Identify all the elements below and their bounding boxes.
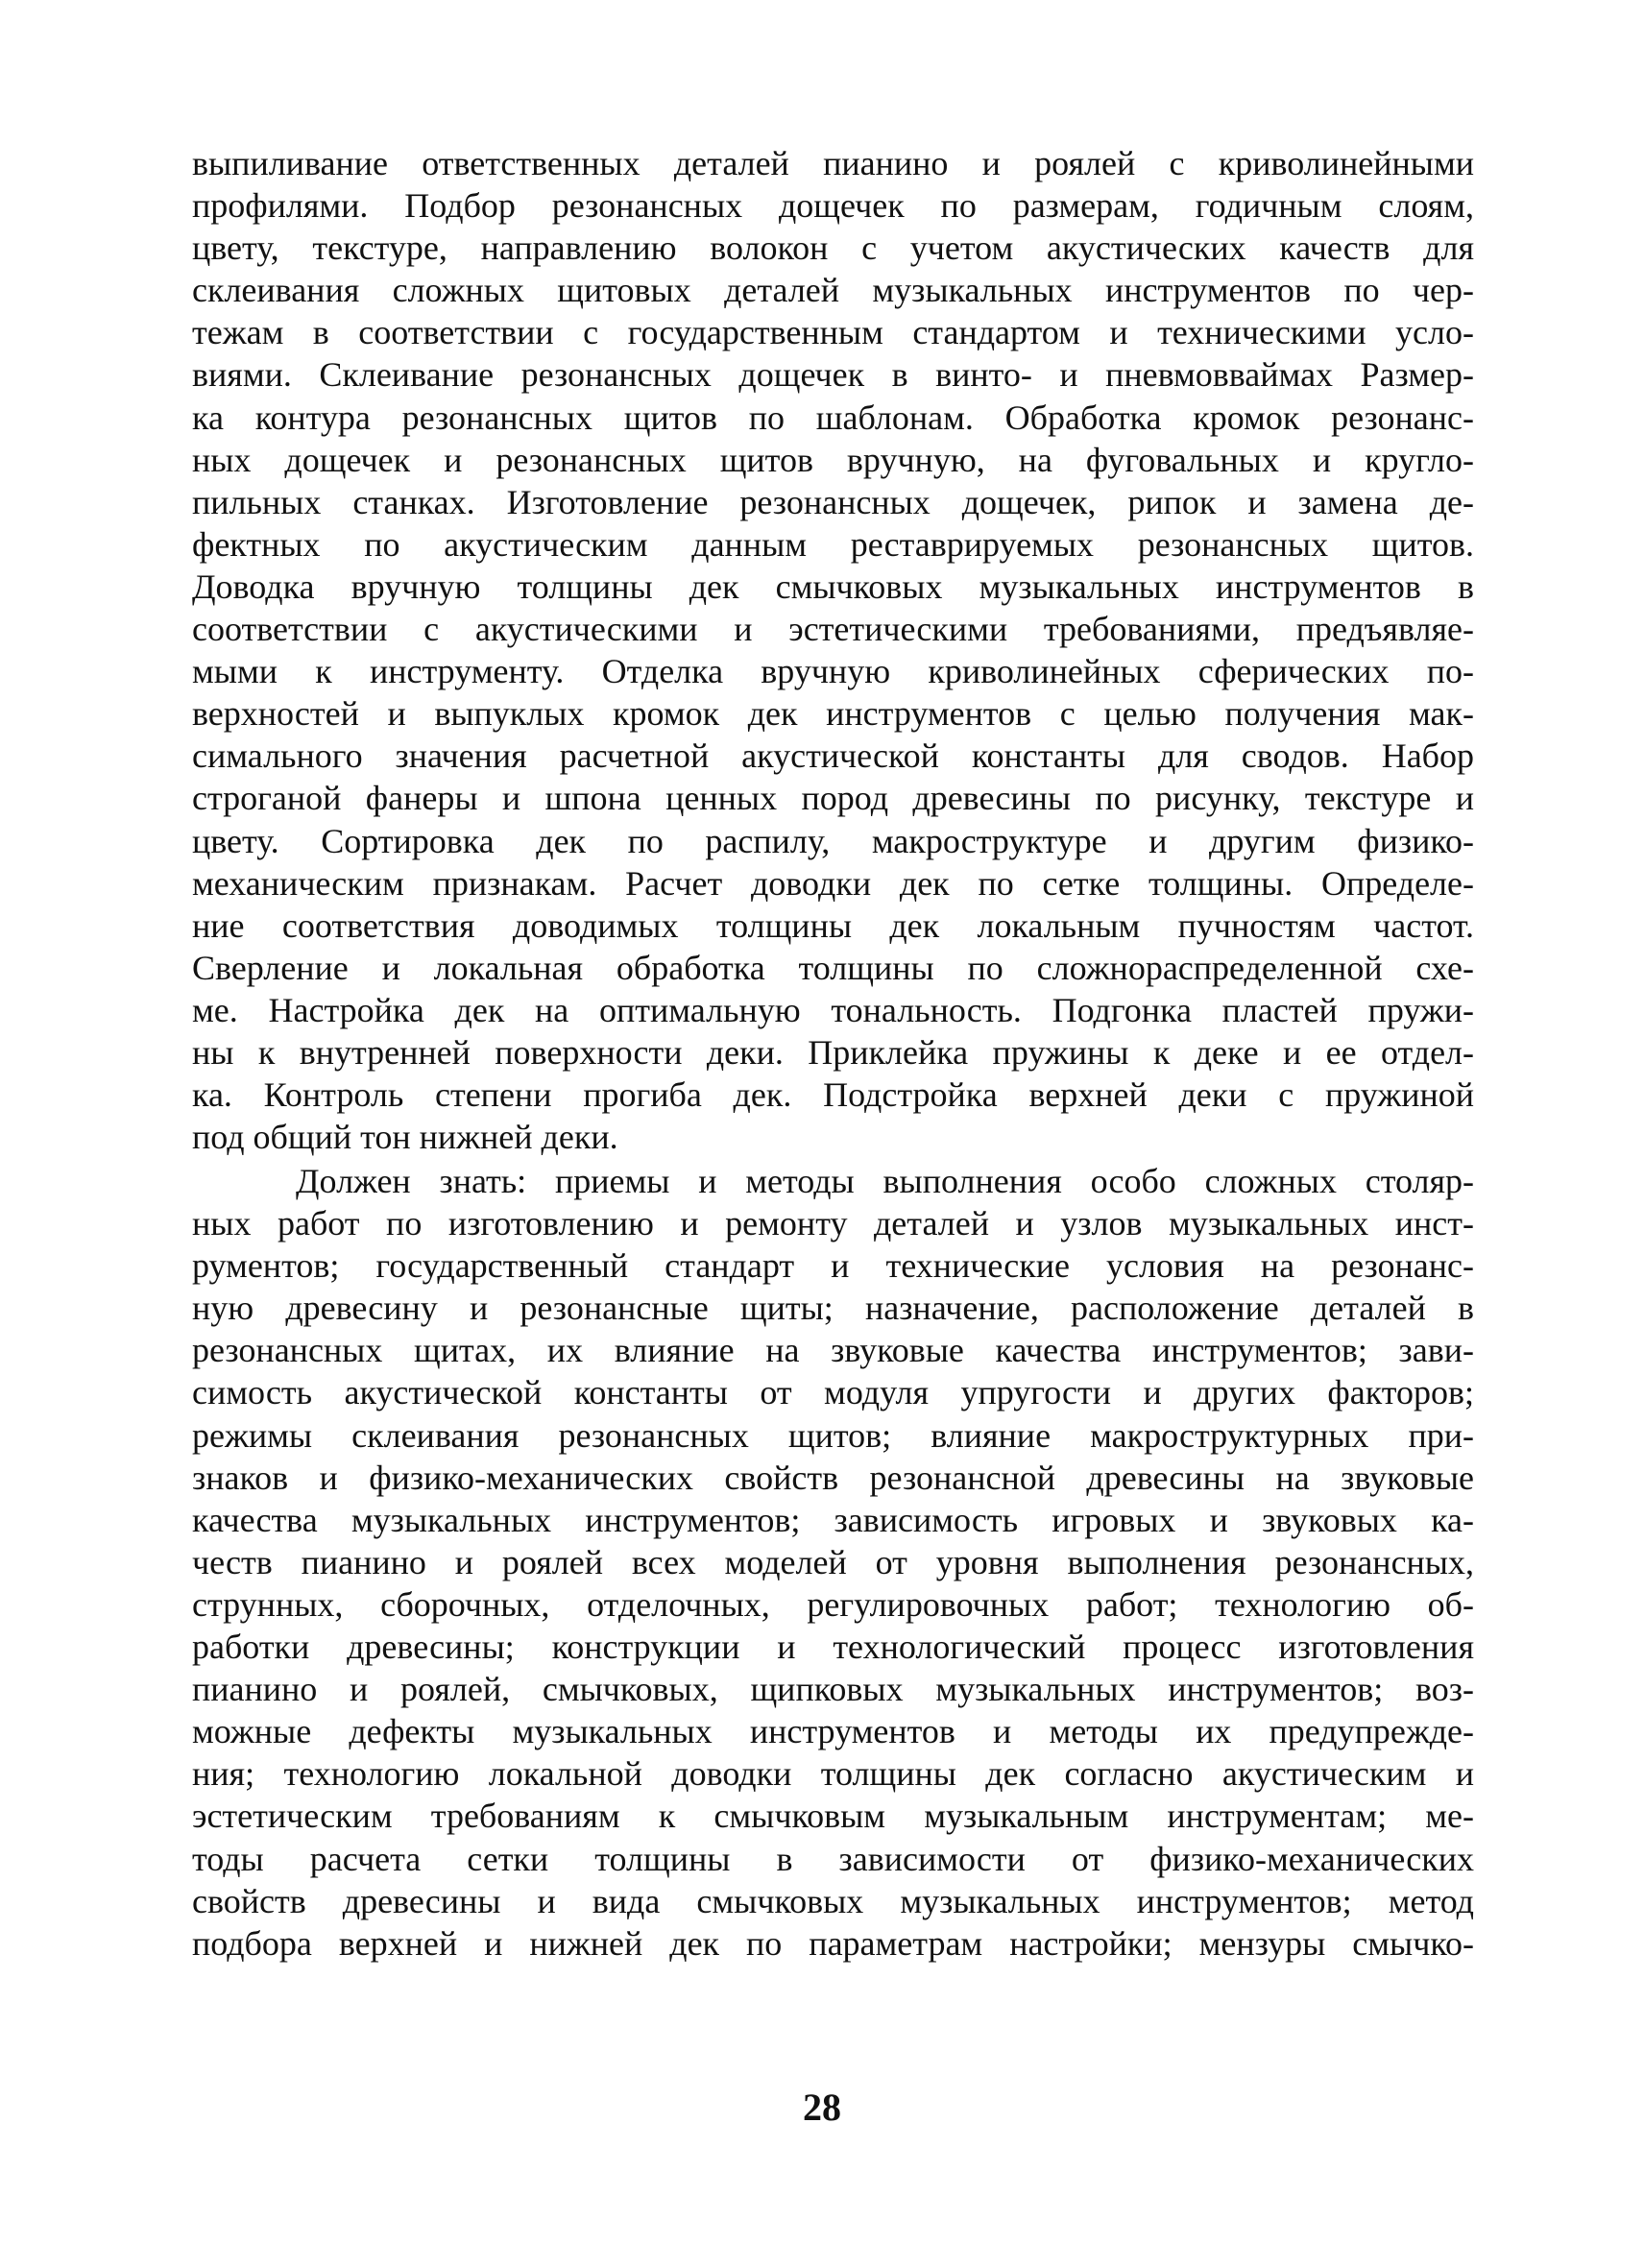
text-line: виями. Склеивание резонансных дощечек в винто- и пневмовваймах Размер- — [192, 355, 1474, 395]
text-line: тежам в соответствии с государственным стандартом и техническими усло- — [192, 313, 1474, 352]
text-line: цвету. Сортировка дек по распилу, макроструктуре и другим физико- — [192, 821, 1474, 860]
text-line: подбора верхней и нижней дек по параметрам настройки; мензуры смычко- — [192, 1923, 1474, 1963]
text-line: мыми к инструменту. Отделка вручную криволинейных сферических по- — [192, 652, 1474, 691]
text-line: ния; технологию локальной доводки толщины дек согласно акустическим и — [192, 1754, 1474, 1794]
text-line: Должен знать: приемы и методы выполнения особо сложных столяр- — [296, 1162, 1474, 1200]
text-line: честв пианино и роялей всех моделей от уровня выполнения резонансных, — [192, 1542, 1474, 1581]
text-line: ка контура резонансных щитов по шаблонам. Обработка кромок резонанс- — [192, 398, 1474, 437]
text-line: ние соответствия доводимых толщины дек локальным пучностям частот. — [192, 905, 1474, 945]
text-line: пианино и роялей, смычковых, щипковых музыкальных инструментов; воз- — [192, 1670, 1474, 1709]
text-line: ных дощечек и резонансных щитов вручную, на фуговальных и кругло- — [192, 440, 1474, 479]
text-line: симость акустической константы от модуля упругости и других факторов; — [192, 1373, 1474, 1412]
text-line: ка. Контроль степени прогиба дек. Подстройка верхней деки с пружиной — [192, 1075, 1474, 1115]
text-line: соответствии с акустическими и эстетическими требованиями, предъявляе- — [192, 610, 1474, 649]
text-line: цвету, текстуре, направлению волокон с учетом акустических качеств для — [192, 229, 1474, 268]
text-line: режимы склеивания резонансных щитов; влияние макроструктурных при- — [192, 1415, 1474, 1455]
text-line: ную древесину и резонансные щиты; назначение, расположение деталей в — [192, 1289, 1474, 1328]
text-line: работки древесины; конструкции и технологический процесс изготовления — [192, 1628, 1474, 1667]
text-line: выпиливание ответственных деталей пианино и роялей с криволинейными — [192, 144, 1474, 182]
text-line: строганой фанеры и шпона ценных пород древесины по рисунку, текстуре и — [192, 779, 1474, 818]
text-line: Доводка вручную толщины дек смычковых музыкальных инструментов в — [192, 567, 1474, 606]
text-line: симального значения расчетной акустической константы для сводов. Набор — [192, 736, 1474, 776]
paragraph-block-1 — [192, 142, 1474, 1158]
text-line: качества музыкальных инструментов; зависимость игровых и звуковых ка- — [192, 1500, 1474, 1539]
text-line: эстетическим требованиям к смычковым музыкальным инструментам; ме- — [192, 1797, 1474, 1836]
paragraph-block-2 — [192, 1160, 1474, 1965]
text-line: ных работ по изготовлению и ремонту деталей и узлов музыкальных инст- — [192, 1204, 1474, 1243]
text-line: рументов; государственный стандарт и технические условия на резонанс- — [192, 1246, 1474, 1286]
text-line: пильных станках. Изготовление резонансных дощечек, рипок и замена де- — [192, 482, 1474, 521]
text-line: тоды расчета сетки толщины в зависимости от физико-механических — [192, 1839, 1474, 1878]
text-line: верхностей и выпуклых кромок дек инструментов с целью получения мак- — [192, 694, 1474, 734]
text-line: свойств древесины и вида смычковых музыкальных инструментов; метод — [192, 1881, 1474, 1920]
text-line: знаков и физико-механических свойств резонансной древесины на звуковые — [192, 1458, 1474, 1497]
text-line: механическим признакам. Расчет доводки дек по сетке толщины. Определе- — [192, 863, 1474, 903]
text-line: Сверление и локальная обработка толщины по сложнораспределенной схе- — [192, 948, 1474, 987]
text-line: под общий тон нижней деки. — [192, 1118, 618, 1157]
text-line: можные дефекты музыкальных инструментов и методы их предупрежде- — [192, 1712, 1474, 1751]
text-line: профилями. Подбор резонансных дощечек по размерам, годичным слоям, — [192, 186, 1474, 226]
text-line: струнных, сборочных, отделочных, регулировочных работ; технологию об- — [192, 1584, 1474, 1624]
text-line: фектных по акустическим данным реставрируемых резонансных щитов. — [192, 524, 1474, 564]
text-line: резонансных щитах, их влияние на звуковые качества инструментов; зави- — [192, 1331, 1474, 1370]
text-line: ны к внутренней поверхности деки. Приклейка пружины к деке и ее отдел- — [192, 1032, 1474, 1072]
text-line: ме. Настройка дек на оптимальную тональность. Подгонка пластей пружи- — [192, 990, 1474, 1029]
page-number: 28 — [803, 2086, 841, 2129]
text-line: склеивания сложных щитовых деталей музыкальных инструментов по чер- — [192, 271, 1474, 310]
